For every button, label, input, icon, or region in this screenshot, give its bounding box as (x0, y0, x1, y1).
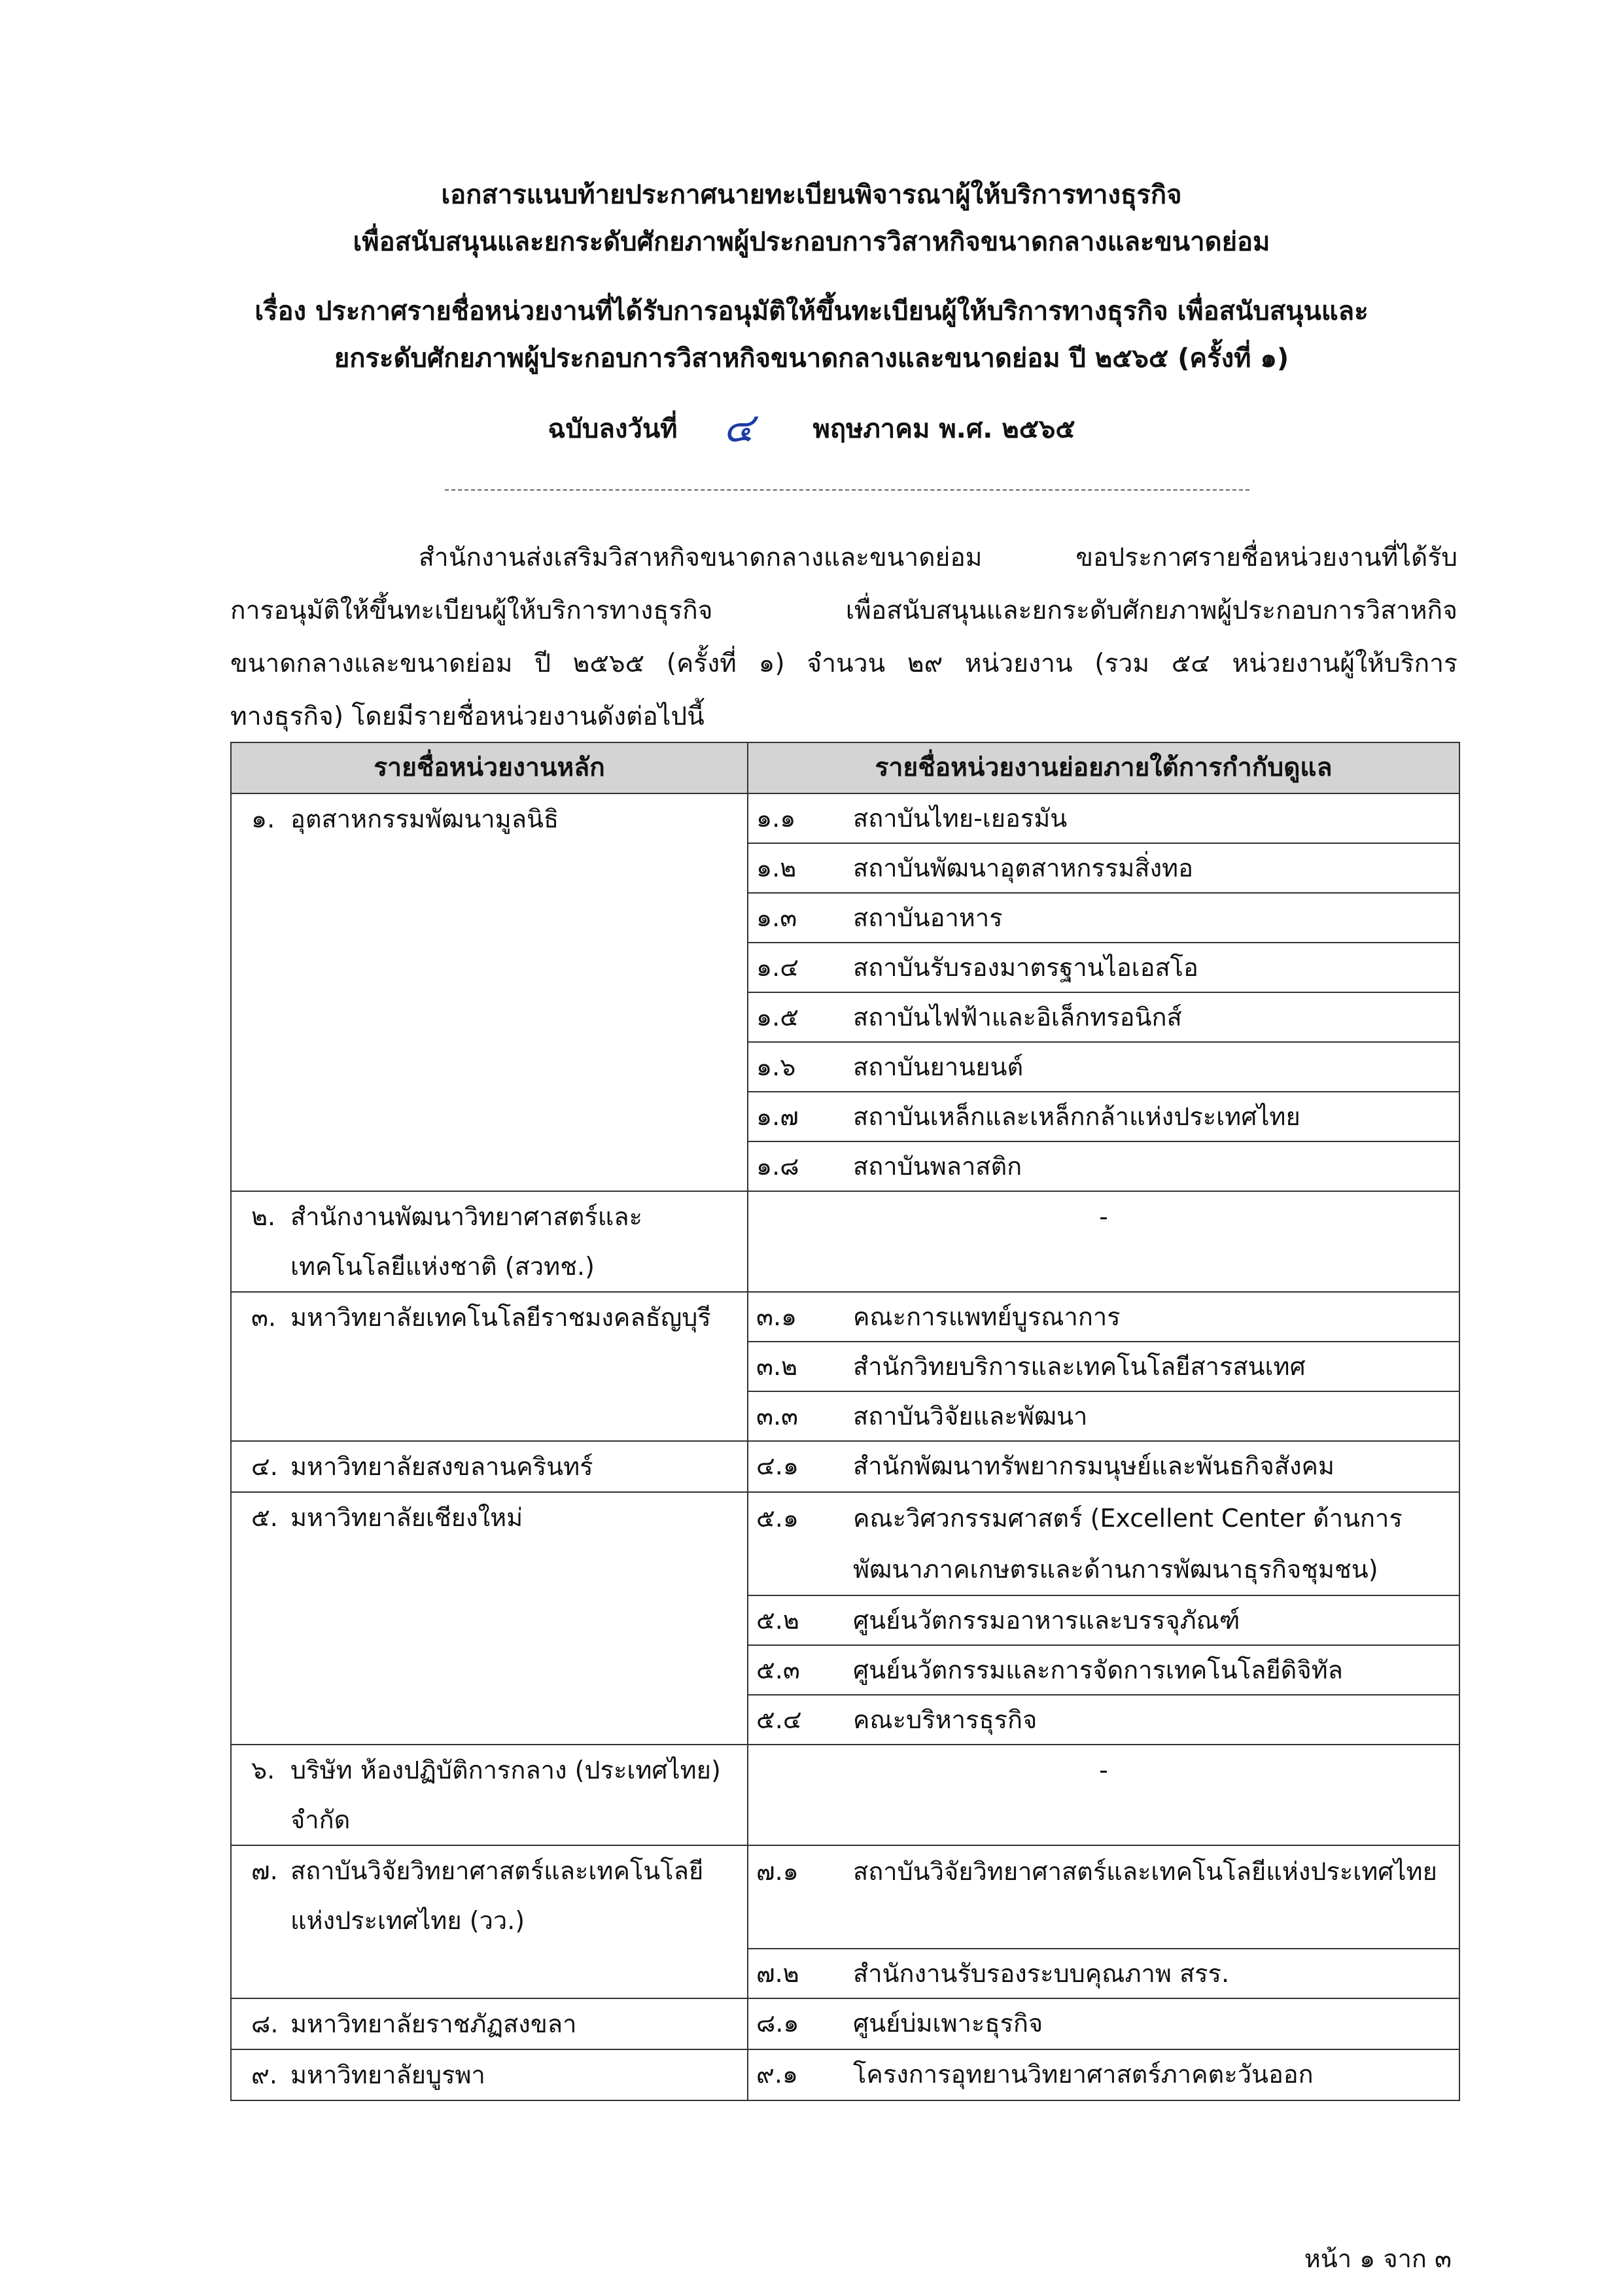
intro-line-3: ขนาดกลางและขนาดย่อม ปี ๒๕๖๕ (ครั้งที่ ๑) จำนวน ๒๙ หน่วยงาน (รวม ๕๔ หน่วยงานผู้ให้บริการ (230, 649, 1457, 678)
sub-agency-number: ๑.๒ (756, 854, 797, 882)
main-agency-number: ๓. (251, 1303, 277, 1332)
no-sub-agency-cell: - (748, 1745, 1459, 1845)
sub-agency-name: คณะวิศวกรรมศาสตร์ (Excellent Center ด้านการพัฒนาภาคเกษตรและด้านการพัฒนาธุรกิจชุมชน) (853, 1504, 1403, 1584)
main-agency-cell (231, 793, 748, 1191)
sub-agency-cell (748, 1998, 1459, 2049)
main-agency-name: มหาวิทยาลัยสงขลานครินทร์ (290, 1452, 593, 1481)
dashed-divider (445, 489, 1249, 491)
sub-agency-number: ๑.๖ (756, 1052, 796, 1081)
table-row (231, 2049, 1459, 2100)
sub-agency-name: สถาบันยานยนต์ (853, 1052, 1024, 1081)
sub-agency-cell (748, 1342, 1459, 1391)
sub-agency-number: ๓.๑ (756, 1302, 797, 1331)
sub-agency-name: สำนักวิทยบริการและเทคโนโลยีสารสนเทศ (853, 1352, 1306, 1381)
main-agency-number: ๙. (251, 2061, 277, 2089)
sub-agency-name: สถาบันไทย-เยอรมัน (853, 804, 1068, 833)
main-agency-cell (231, 1292, 748, 1441)
table-row (231, 1745, 1459, 1845)
main-agency-cell (231, 1998, 748, 2049)
sub-agency-cell (748, 992, 1459, 1042)
main-agency-name: มหาวิทยาลัยเทคโนโลยีราชมงคลธัญบุรี (290, 1303, 711, 1332)
table-row (231, 1492, 1459, 1595)
sub-agency-number: ๕.๔ (756, 1705, 802, 1734)
document-title-line-2: เพื่อสนับสนุนและยกระดับศักยภาพผู้ประกอบการวิสาหกิจขนาดกลางและขนาดย่อม (353, 227, 1270, 257)
column-header-main: รายชื่อหน่วยงานหลัก (231, 742, 748, 793)
sub-agency-number: ๔.๑ (756, 1452, 799, 1480)
sub-agency-number: ๕.๑ (756, 1504, 799, 1533)
main-agency-number: ๔. (251, 1452, 278, 1481)
sub-agency-name: สถาบันวิจัยและพัฒนา (853, 1402, 1088, 1431)
table-row (231, 1191, 1459, 1292)
main-agency-number: ๗. (251, 1856, 278, 1885)
intro-line-1: สำนักงานส่งเสริมวิสาหกิจขนาดกลางและขนาดย่อม ขอประกาศรายชื่อหน่วยงานที่ได้รับ (419, 543, 1457, 572)
sub-agency-cell (748, 1845, 1459, 1949)
table-row (231, 1441, 1459, 1492)
main-agency-name: มหาวิทยาลัยบูรพา (290, 2061, 485, 2089)
main-agency-name: บริษัท ห้องปฏิบัติการกลาง (ประเทศไทย) จำกัด (290, 1756, 721, 1834)
main-agency-cell (231, 1845, 748, 1998)
sub-agency-cell (748, 793, 1459, 843)
main-agency-number: ๒. (251, 1202, 276, 1231)
sub-agency-number: ๙.๑ (756, 2060, 799, 2089)
sub-agency-cell (748, 2049, 1459, 2100)
sub-agency-cell (748, 1595, 1459, 1645)
sub-agency-name: สำนักพัฒนาทรัพยากรมนุษย์และพันธกิจสังคม (853, 1452, 1335, 1480)
agency-table (230, 742, 1460, 2101)
sub-agency-name: สถาบันเหล็กและเหล็กกล้าแห่งประเทศไทย (853, 1102, 1300, 1131)
sub-agency-cell (748, 1441, 1459, 1492)
sub-agency-number: ๕.๓ (756, 1656, 800, 1684)
sub-agency-name: สถาบันวิจัยวิทยาศาสตร์และเทคโนโลยีแห่งประเทศไทย (853, 1857, 1437, 1886)
sub-agency-number: ๕.๒ (756, 1606, 799, 1635)
intro-line-2: การอนุมัติให้ขึ้นทะเบียนผู้ให้บริการทางธุรกิจ เพื่อสนับสนุนและยกระดับศักยภาพผู้ประกอบการวิสาหกิจ (230, 596, 1457, 625)
sub-agency-cell (748, 1492, 1459, 1595)
sub-agency-name: โครงการอุทยานวิทยาศาสตร์ภาคตะวันออก (853, 2060, 1314, 2089)
sub-agency-number: ๓.๒ (756, 1352, 798, 1381)
main-agency-name: สถาบันวิจัยวิทยาศาสตร์และเทคโนโลยีแห่งประเทศไทย (วว.) (290, 1856, 704, 1935)
main-agency-name: สำนักงานพัฒนาวิทยาศาสตร์และเทคโนโลยีแห่งชาติ (สวทช.) (290, 1202, 642, 1281)
main-agency-number: ๑. (251, 805, 275, 833)
table-row (231, 1292, 1459, 1342)
table-row (231, 1845, 1459, 1949)
sub-agency-number: ๑.๗ (756, 1102, 799, 1131)
sub-agency-number: ๑.๓ (756, 903, 797, 932)
main-agency-name: อุตสาหกรรมพัฒนามูลนิธิ (290, 805, 559, 833)
sub-agency-cell (748, 1695, 1459, 1745)
sub-agency-name: สถาบันไฟฟ้าและอิเล็กทรอนิกส์ (853, 1003, 1182, 1032)
sub-agency-name: สำนักงานรับรองระบบคุณภาพ สรร. (853, 1959, 1230, 1988)
main-agency-number: ๕. (251, 1503, 278, 1532)
sub-agency-name: สถาบันพัฒนาอุตสาหกรรมสิ่งทอ (853, 854, 1193, 882)
document-date (0, 404, 1623, 451)
main-agency-cell (231, 1745, 748, 1845)
sub-agency-number: ๓.๓ (756, 1402, 799, 1431)
sub-agency-cell (748, 893, 1459, 943)
document-title-line-1: เอกสารแนบท้ายประกาศนายทะเบียนพิจารณาผู้ให้บริการทางธุรกิจ (441, 180, 1182, 210)
main-agency-cell (231, 2049, 748, 2100)
date-suffix: พฤษภาคม พ.ศ. ๒๕๖๕ (812, 414, 1075, 444)
table-body (231, 793, 1459, 2100)
sub-agency-cell (748, 843, 1459, 893)
sub-agency-cell (748, 1391, 1459, 1441)
handwritten-day: ๔ (723, 404, 754, 451)
sub-agency-name: สถาบันรับรองมาตรฐานไอเอสโอ (853, 953, 1198, 982)
sub-agency-number: ๑.๑ (756, 804, 796, 833)
table-row (231, 793, 1459, 843)
intro-line-4: ทางธุรกิจ) โดยมีรายชื่อหน่วยงานดังต่อไปนี้ (230, 702, 705, 731)
sub-agency-name: ศูนย์บ่มเพาะธุรกิจ (853, 2009, 1043, 2038)
sub-agency-name: ศูนย์นวัตกรรมและการจัดการเทคโนโลยีดิจิทัล (853, 1656, 1343, 1684)
sub-agency-cell (748, 1645, 1459, 1695)
sub-agency-number: ๗.๑ (756, 1857, 799, 1886)
main-agency-name: มหาวิทยาลัยเชียงใหม่ (290, 1503, 523, 1532)
sub-agency-number: ๗.๒ (756, 1959, 799, 1988)
sub-agency-name: สถาบันพลาสติก (853, 1152, 1022, 1181)
no-sub-agency-cell: - (748, 1191, 1459, 1292)
main-agency-cell (231, 1441, 748, 1492)
date-prefix: ฉบับลงวันที่ (548, 414, 678, 444)
intro-paragraph (230, 531, 1457, 743)
page-number: หน้า ๑ จาก ๓ (1304, 2244, 1452, 2273)
main-agency-name: มหาวิทยาลัยราชภัฏสงขลา (290, 2009, 577, 2038)
column-header-sub: รายชื่อหน่วยงานย่อยภายใต้การกำกับดูแล (748, 742, 1459, 793)
table-row (231, 1998, 1459, 2049)
sub-agency-cell (748, 1949, 1459, 1998)
main-agency-cell (231, 1191, 748, 1292)
sub-agency-name: คณะบริหารธุรกิจ (853, 1705, 1038, 1734)
sub-agency-number: ๑.๔ (756, 953, 799, 982)
sub-agency-number: ๑.๕ (756, 1003, 799, 1032)
main-agency-number: ๖. (251, 1756, 275, 1784)
document-subject-line-1: เรื่อง ประกาศรายชื่อหน่วยงานที่ได้รับการอนุมัติให้ขึ้นทะเบียนผู้ให้บริการทางธุรกิจ เพื่อสนับสนุนและ (254, 296, 1369, 326)
sub-agency-cell (748, 1092, 1459, 1141)
main-agency-number: ๘. (251, 2009, 279, 2038)
sub-agency-cell (748, 1042, 1459, 1092)
sub-agency-name: ศูนย์นวัตกรรมอาหารและบรรจุภัณฑ์ (853, 1606, 1240, 1635)
sub-agency-cell (748, 1292, 1459, 1342)
main-agency-cell (231, 1492, 748, 1745)
sub-agency-number: ๑.๘ (756, 1152, 799, 1181)
sub-agency-name: คณะการแพทย์บูรณาการ (853, 1302, 1121, 1331)
sub-agency-cell (748, 1141, 1459, 1191)
sub-agency-name: สถาบันอาหาร (853, 903, 1003, 932)
table-header-row (231, 742, 1459, 793)
document-subject-line-2: ยกระดับศักยภาพผู้ประกอบการวิสาหกิจขนาดกลางและขนาดย่อม ปี ๒๕๖๕ (ครั้งที่ ๑) (334, 343, 1289, 374)
sub-agency-cell (748, 943, 1459, 992)
sub-agency-number: ๘.๑ (756, 2009, 799, 2038)
